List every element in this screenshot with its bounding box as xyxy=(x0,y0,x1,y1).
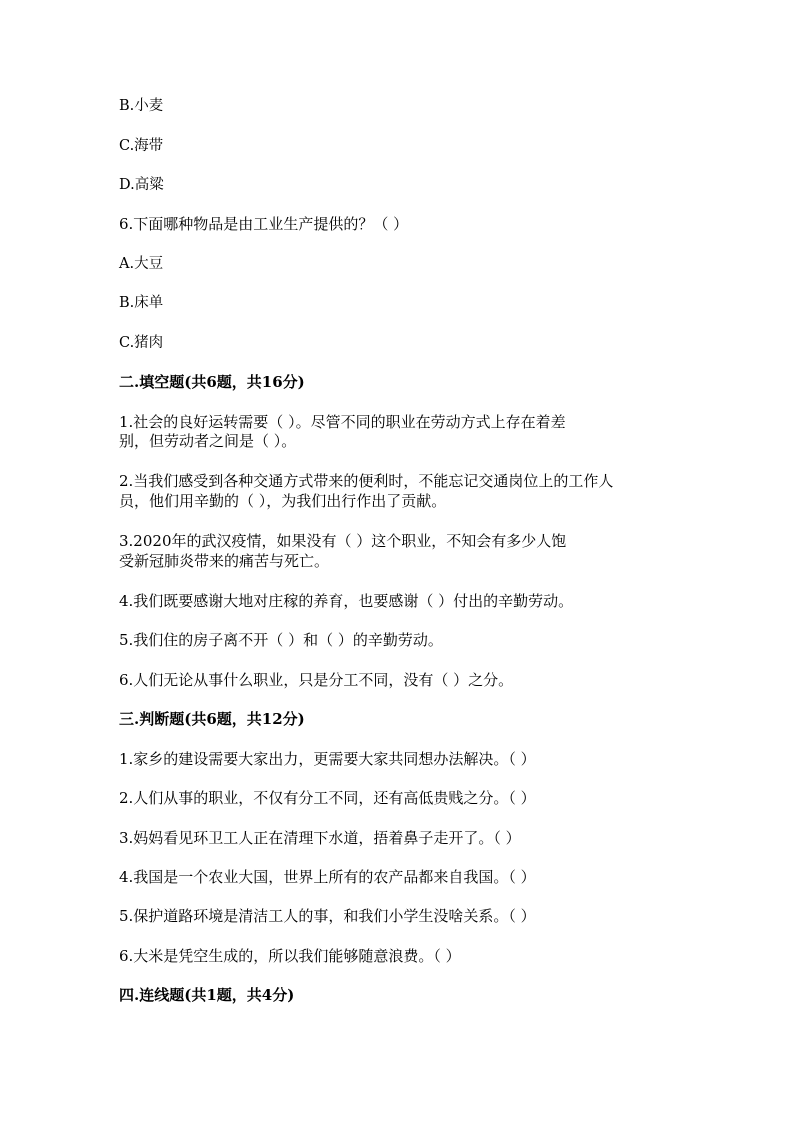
judge-q6: 6.大米是凭空生成的，所以我们能够随意浪费。（ ） xyxy=(119,947,461,965)
q6-option-a: A.大豆 xyxy=(119,256,164,272)
section2-heading: 二.填空题(共6题，共16分) xyxy=(119,373,305,391)
q6-stem: 6.下面哪种物品是由工业生产提供的？（ ） xyxy=(119,215,409,233)
q5-option-c: C.海带 xyxy=(119,138,164,154)
q5-option-b: B.小麦 xyxy=(119,98,164,114)
q6-option-b: B.床单 xyxy=(119,295,164,311)
fill-q4: 4.我们既要感谢大地对庄稼的养育，也要感谢（ ）付出的辛勤劳动。 xyxy=(119,592,574,610)
fill-q2-line1: 2.当我们感受到各种交通方式带来的便利时，不能忘记交通岗位上的工作人 xyxy=(119,472,614,490)
q5-option-d: D.高粱 xyxy=(119,177,164,193)
q6-option-c: C.猪肉 xyxy=(119,335,164,351)
section3-heading: 三.判断题(共6题，共12分) xyxy=(119,710,305,728)
judge-q4: 4.我国是一个农业大国，世界上所有的农产品都来自我国。（ ） xyxy=(119,868,536,886)
fill-q3-line2: 受新冠肺炎带来的痛苦与死亡。 xyxy=(119,552,330,570)
fill-q2-line2: 员，他们用辛勤的（ ），为我们出行作出了贡献。 xyxy=(119,492,447,510)
judge-q1: 1.家乡的建设需要大家出力，更需要大家共同想办法解决。（ ） xyxy=(119,750,536,768)
judge-q2: 2.人们从事的职业，不仅有分工不同，还有高低贵贱之分。（ ） xyxy=(119,789,536,807)
fill-q5: 5.我们住的房子离不开（ ）和（ ）的辛勤劳动。 xyxy=(119,631,443,649)
section4-heading: 四.连线题(共1题，共4分) xyxy=(119,986,295,1004)
judge-q5: 5.保护道路环境是清洁工人的事，和我们小学生没啥关系。（ ） xyxy=(119,907,536,925)
fill-q3-line1: 3.2020年的武汉疫情，如果没有（ ）这个职业，不知会有多少人饱 xyxy=(119,532,567,550)
fill-q6: 6.人们无论从事什么职业，只是分工不同，没有（ ）之分。 xyxy=(119,671,514,689)
fill-q1-line1: 1.社会的良好运转需要（ ）。尽管不同的职业在劳动方式上存在着差 xyxy=(119,413,566,431)
fill-q1-line2: 别，但劳动者之间是（ ）。 xyxy=(119,432,297,450)
judge-q3: 3.妈妈看见环卫工人正在清理下水道，捂着鼻子走开了。（ ） xyxy=(119,829,521,847)
